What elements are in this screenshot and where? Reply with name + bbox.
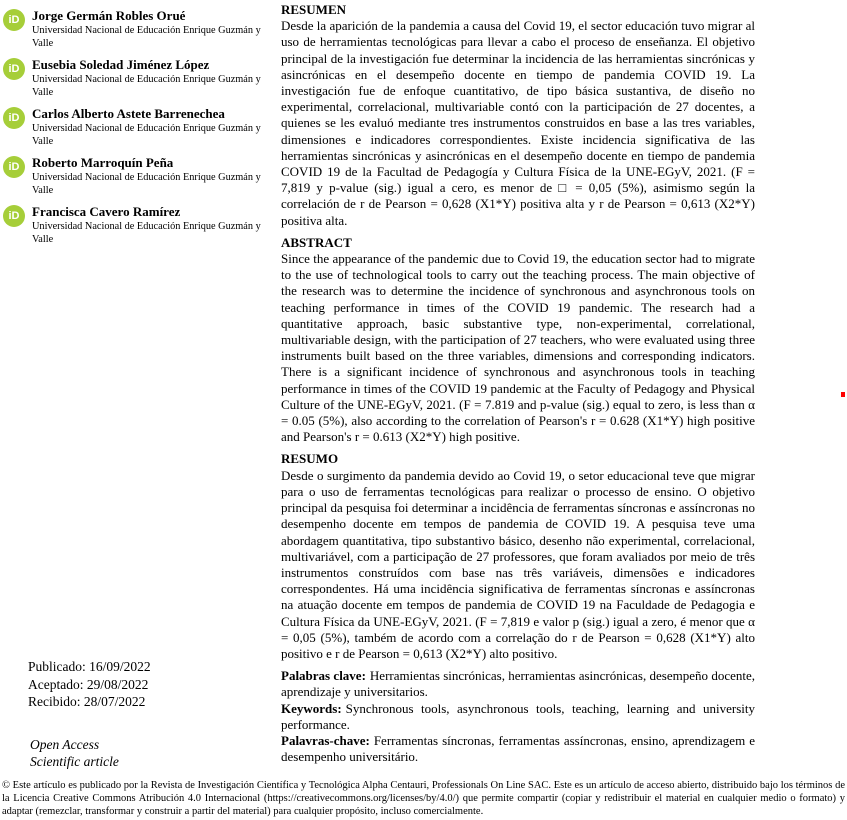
author-list <box>3 8 275 253</box>
received-date: Recibido: 28/07/2022 <box>28 694 146 709</box>
publication-dates <box>28 658 151 711</box>
abstract-column <box>281 2 755 765</box>
keywords-pt <box>281 733 755 765</box>
author-affiliation: Universidad Nacional de Educación Enrique Guzmán y Valle <box>32 123 261 147</box>
author-item <box>3 106 275 148</box>
license-footer: © Este artículo es publicado por la Revista de Investigación Científica y Tecnológica Alpha Centauri, Professionals On Line SAC. Este es un artículo de acceso abierto, distribuido bajo los términos de la Licencia Creative Commons Atribución 4.0 Internacional (https://creativecommons.org/licenses/by/4.0/) que permite compartir (copiar y redistribuir el material en cualquier medio o formato) y adaptar (remezclar, transformar y construir a partir del material) para cualquier propósito, incluso comercialmente. <box>2 780 845 818</box>
author-text <box>32 106 275 148</box>
accepted-date: Aceptado: 29/08/2022 <box>28 676 149 692</box>
keywords-en-text: Synchronous tools, asynchronous tools, teaching, learning and university performance. <box>281 700 755 732</box>
keywords-es-text: Herramientas sincrónicas, herramientas asincrónicas, desempeño docente, aprendizaje y universitarios. <box>281 668 755 700</box>
author-affiliation: Universidad Nacional de Educación Enrique Guzmán y Valle <box>32 25 261 49</box>
author-text <box>32 57 275 99</box>
article-type-label: Scientific article <box>30 754 119 769</box>
section-body-abstract: Since the appearance of the pandemic due to Covid 19, the education sector had to migrate to the use of technological tools to carry out the teaching process. The main objective of the research was to determine the incidence of synchronous and asynchronous tools on teaching performance in times of the COVID 19 pandemic. The research had a quantitative approach, basic substantive type, non-experimental, correlational, multivariable design, with the participation of 27 teachers, who were evaluated using three instruments built based on the three variables, dimensions and corresponding indicators. There is a significant incidence of synchronous and asynchronous tools in teaching performance in times of the COVID 19 pandemic at the Faculty of Pedagogy and Physical Culture of the UNE-EGyV, 2021. (F = 7.819 and p-value (sig.) equal to zero, is less than α = 0.05 (5%), also according to the correlation of Pearson's r = 0.628 (X1*Y) high positive and Pearson's r = 0.613 (X2*Y) high positive. <box>281 251 755 445</box>
author-name: Roberto Marroquín Peña <box>32 155 174 170</box>
author-affiliation: Universidad Nacional de Educación Enrique Guzmán y Valle <box>32 221 261 245</box>
author-text <box>32 204 275 246</box>
orcid-icon[interactable]: iD <box>3 205 25 227</box>
keywords-es-label: Palabras clave: <box>281 668 366 684</box>
author-name: Eusebia Soledad Jiménez López <box>32 57 210 72</box>
section-heading-abstract: ABSTRACT <box>281 234 352 250</box>
access-info <box>30 736 119 770</box>
author-item <box>3 155 275 197</box>
keywords-es <box>281 668 755 700</box>
author-item <box>3 8 275 50</box>
section-heading-resumo: RESUMO <box>281 451 339 467</box>
orcid-icon[interactable]: iD <box>3 107 25 129</box>
author-text <box>32 8 275 50</box>
orcid-icon[interactable]: iD <box>3 9 25 31</box>
author-text <box>32 155 275 197</box>
annotation-marker <box>841 392 845 397</box>
author-affiliation: Universidad Nacional de Educación Enrique Guzmán y Valle <box>32 74 261 98</box>
author-name: Francisca Cavero Ramírez <box>32 204 181 219</box>
published-date: Publicado: 16/09/2022 <box>28 659 151 674</box>
author-name: Jorge Germán Robles Orué <box>32 8 186 23</box>
author-item <box>3 204 275 246</box>
keywords-block <box>281 668 755 765</box>
keywords-en-label: Keywords: <box>281 700 342 716</box>
author-item <box>3 57 275 99</box>
section-body-resumen: Desde la aparición de la pandemia a causa del Covid 19, el sector educación tuvo migrar al uso de herramientas tecnológicas para llevar a cabo el proceso de enseñanza. El objetivo principal de la investigación fue determinar la incidencia de las herramientas sincrónicas y asincrónicas en el desempeño docente en tiempo de pandemia COVID 19. La investigación fue de enfoque cuantitativo, de tipo básica sustantiva, de diseño no experimental, correlacional, multivariable contó con la participación de 27 docentes, a quienes se les evaluó mediante tres instrumentos construidos en base a las tres variables, dimensiones e indicadores correspondientes. Existe incidencia significativa de las herramientas sincrónicas y asincrónicas en el desempeño docente en tiempo de pandemia COVID 19 de la Facultad de Pedagogía y Cultura Física de la UNE-EGyV, 2021. (F = 7,819 y p-value (sig.) igual a cero, es menor de □ = 0,05 (5%), asimismo según la correlación de r de Pearson = 0,628 (X1*Y) positiva alta y r de Pearson = 0,613 (X2*Y) positiva alta. <box>281 18 755 228</box>
open-access-label: Open Access <box>30 737 100 752</box>
keywords-en <box>281 701 755 733</box>
author-name: Carlos Alberto Astete Barrenechea <box>32 106 225 121</box>
section-heading-resumen: RESUMEN <box>281 2 347 17</box>
keywords-pt-text: Ferramentas síncronas, ferramentas assíncronas, ensino, aprendizagem e desempenho universitário. <box>281 732 755 765</box>
author-affiliation: Universidad Nacional de Educación Enrique Guzmán y Valle <box>32 172 261 196</box>
keywords-pt-label: Palavras-chave: <box>281 732 370 748</box>
orcid-icon[interactable]: iD <box>3 156 25 178</box>
section-body-resumo: Desde o surgimento da pandemia devido ao Covid 19, o setor educacional teve que migrar para o uso de ferramentas tecnológicas para realizar o processo de ensino. O objetivo principal da pesquisa foi determinar a incidência de ferramentas síncronas e assíncronas no desempenho docente em tempos de pandemia de COVID 19. A pesquisa teve uma abordagem quantitativa, tipo substantivo básico, desenho não experimental, correlacional, multivariável, com a participação de 27 professores, que foram avaliados por meio de três instrumentos construídos com base nas três variáveis, dimensões e indicadores correspondentes. Há uma incidência significativa de ferramentas síncronas e assíncronas na atuação docente em tempos de pandemia de COVID 19 na Faculdade de Pedagogia e Cultura Física da UNE-EGyV, 2021. (F = 7,819 e valor p (sig.) igual a zero, é menor que α = 0,05 (5%), também de acordo com a correlação do r de Pearson = 0,628 (X1*Y) alto positivo e r de Pearson = 0,613 (X2*Y) alto positivo. <box>281 467 755 661</box>
orcid-icon[interactable]: iD <box>3 58 25 80</box>
